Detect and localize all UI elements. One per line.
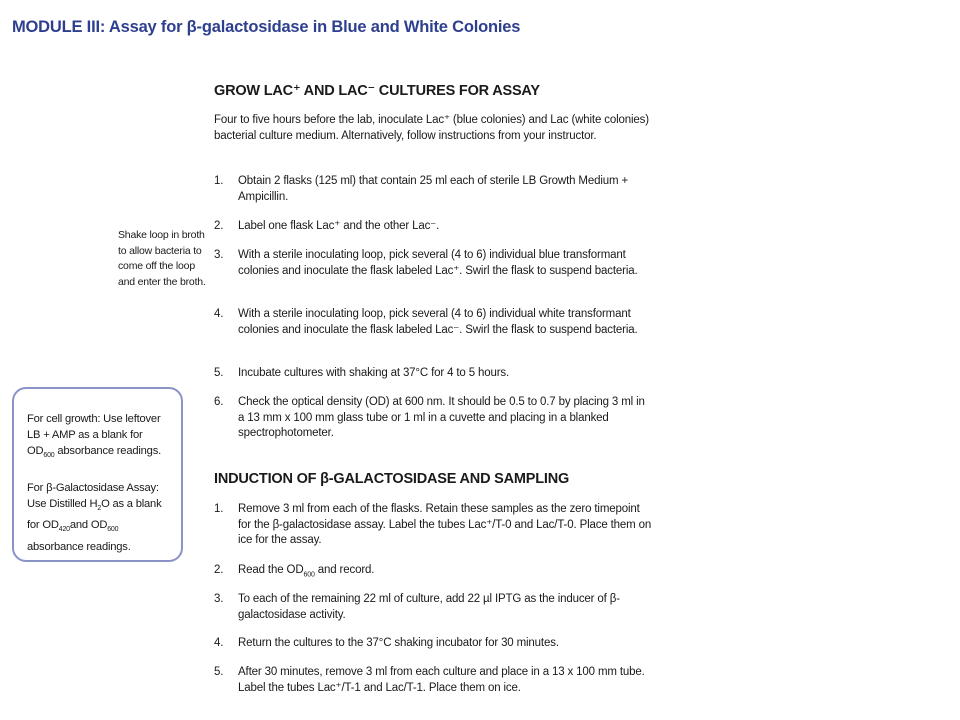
step-text: Return the cultures to the 37°C shaking incubator for 30 minutes.	[238, 637, 559, 649]
step-number: 2.	[214, 564, 224, 576]
step-text-part: Read the OD	[238, 564, 304, 576]
step-text: After 30 minutes, remove 3 ml from each culture and place in a 13 x 100 mm tube. Label the tubes Lac⁺/T-1 and Lac/T-1. Place them on ice.	[238, 666, 645, 694]
list-item	[214, 502, 654, 549]
note-text: For cell growth: Use leftover LB + AMP as a blank for OD	[27, 413, 161, 457]
note-text: O as a blank for OD	[27, 498, 162, 532]
step-text: Remove 3 ml from each of the flasks. Retain these samples as the zero timepoint for the β-galactosidase assay. Label the tubes Lac⁺/T-0 and Lac/T-0. Place them on ice for the assay.	[238, 503, 652, 546]
step-number: 4.	[214, 637, 224, 649]
note-text: and OD	[69, 519, 108, 532]
note-assay	[27, 480, 171, 554]
step-number: 4.	[214, 308, 224, 320]
margin-note: Shake loop in broth to allow bacteria to come off the loop and enter the broth.	[118, 229, 206, 288]
list-item	[214, 219, 654, 235]
note-cell-growth	[27, 411, 171, 464]
step-number: 1.	[214, 503, 224, 515]
list-item	[214, 665, 654, 696]
step-text: With a sterile inoculating loop, pick several (4 to 6) individual blue transformant colonies and inoculate the flask labeled Lac⁺. Swirl the flask to suspend bacteria.	[238, 249, 638, 277]
subscript: 600	[303, 571, 315, 579]
step-number: 6.	[214, 396, 224, 408]
step-number: 3.	[214, 593, 224, 605]
note-box	[12, 387, 183, 562]
intro-paragraph: Four to five hours before the lab, inoculate Lac⁺ (blue colonies) and Lac (white colonies) bacterial culture medium. Alternatively, follow instructions from your instructor.	[214, 114, 649, 142]
note-text: absorbance readings.	[54, 445, 161, 457]
list-item	[214, 307, 654, 338]
step-number: 5.	[214, 367, 224, 379]
subscript: 2	[97, 505, 102, 513]
subscript: 600	[43, 452, 55, 460]
subscript: 600	[107, 526, 119, 534]
step-text: Incubate cultures with shaking at 37°C for 4 to 5 hours.	[238, 367, 510, 379]
step-text: With a sterile inoculating loop, pick several (4 to 6) individual white transformant colonies and inoculate the flask labeled Lac⁻. Swirl the flask to suspend bacteria.	[238, 308, 638, 336]
note-text: absorbance readings.	[27, 540, 131, 553]
step-text: To each of the remaining 22 ml of culture, add 22 µl IPTG as the inducer of β-galactosidase activity.	[238, 593, 620, 621]
list-item	[214, 563, 654, 583]
list-item	[214, 636, 654, 652]
step-number: 3.	[214, 249, 224, 261]
step-text: Label one flask Lac⁺ and the other Lac⁻.	[238, 220, 440, 232]
step-text	[238, 563, 654, 583]
step-number: 1.	[214, 175, 224, 187]
section-heading-induction: INDUCTION OF β-GALACTOSIDASE AND SAMPLING	[214, 471, 570, 487]
list-item	[214, 174, 654, 205]
note-text: For β-Galactosidase Assay: Use Distilled H	[27, 482, 159, 511]
step-number: 2.	[214, 220, 224, 232]
module-title: MODULE III: Assay for β-galactosidase in Blue and White Colonies	[12, 18, 521, 36]
step-text: Obtain 2 flasks (125 ml) that contain 25 ml each of sterile LB Growth Medium + Ampicillin.	[238, 175, 629, 203]
list-item	[214, 395, 654, 442]
step-text: Check the optical density (OD) at 600 nm. It should be 0.5 to 0.7 by placing 3 ml in a 13 mm x 100 mm glass tube or 1 ml in a cuvette and placing in a blanked spectrophotometer.	[238, 396, 645, 439]
section-heading-grow-cultures: GROW LAC⁺ AND LAC⁻ CULTURES FOR ASSAY	[214, 83, 540, 99]
step-text-part: and record.	[314, 564, 375, 576]
list-item	[214, 592, 654, 623]
list-item	[214, 366, 654, 382]
subscript: 420	[58, 526, 70, 534]
list-item	[214, 248, 654, 279]
step-number: 5.	[214, 666, 224, 678]
